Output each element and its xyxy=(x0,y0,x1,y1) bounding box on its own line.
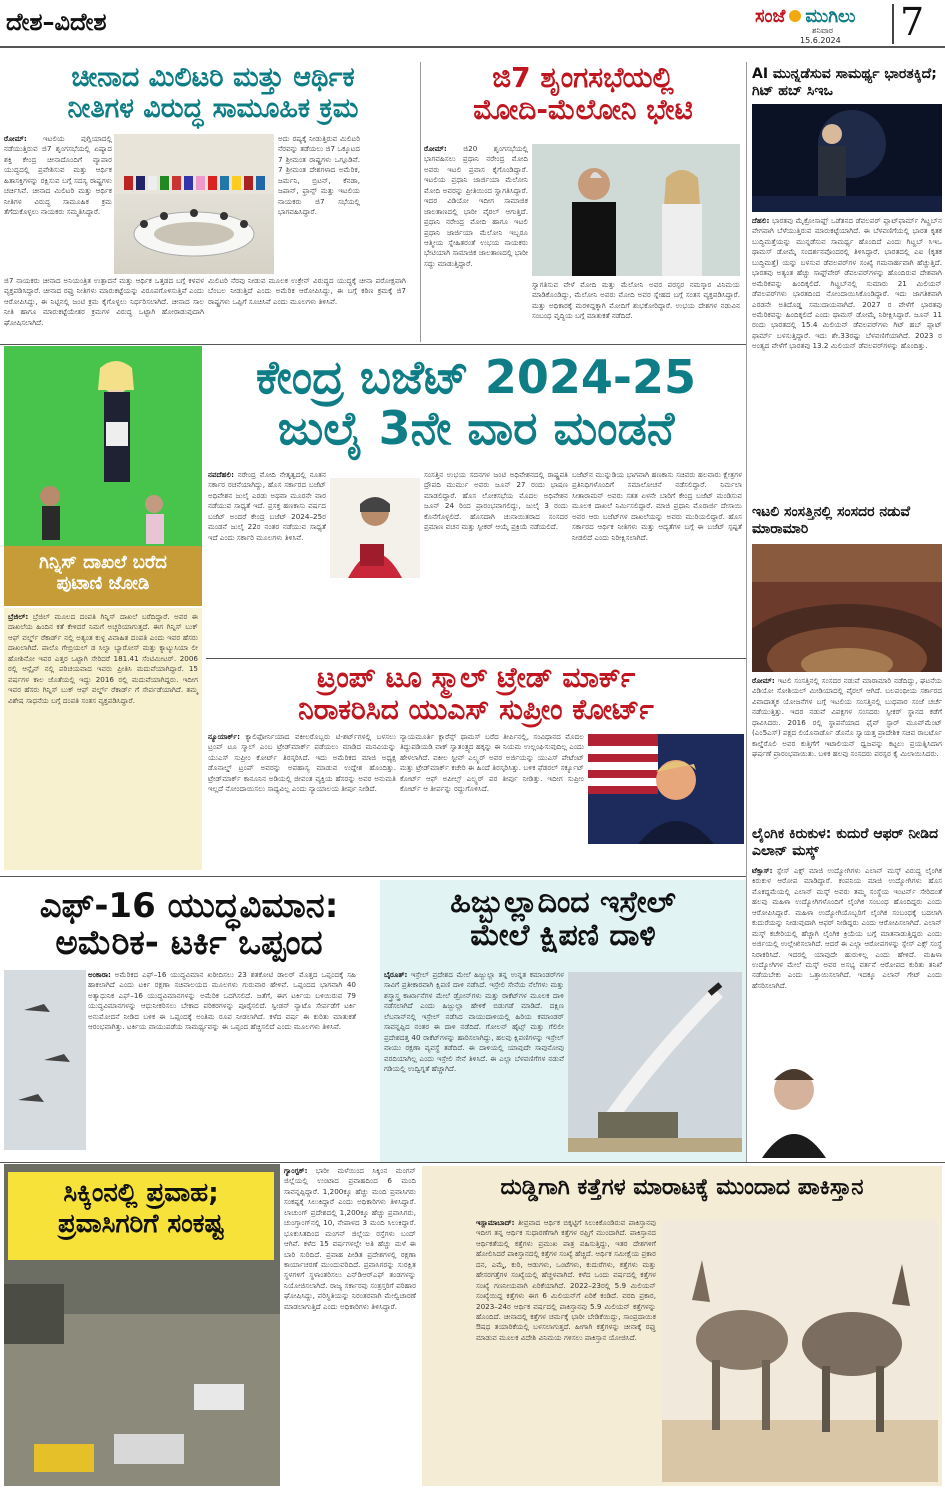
italy-headline: ಇಟಲಿ ಸಂಸತ್ತಿನಲ್ಲಿ ಸಂಸದರ ನಡುವೆ ಮಾರಾಮಾರಿ xyxy=(752,504,911,537)
modi-body-col1 xyxy=(424,144,528,340)
trump-body1: ಕ್ಯಾಲಿಫೋರ್ನಿಯಾದ ವಕೀಲರೊಬ್ಬರು ಟಿ-ಶರ್ಟ್‌ಗಳಲ್ಲಿ ಬಳಸಲು ಟ್ರಂಪ್ ಟೂ ಸ್ಮಾಲ್ ಎಂಬ ಟ್ರೇಡ್‌ಮಾರ್ಕ್ ಪಡೆಯಲು ಮಾಡಿದ ಮನವಿಯನ್ನು ಯುಎಸ್ ಸುಪ್ರೀಂ ಕೋರ್ಟ್ ತಿರಸ್ಕರಿಸಿದೆ. ಇದು ಅಮೆರಿಕದ ಮಾಜಿ ಅಧ್ಯಕ್ಷ ಡೊನಾಲ್ಡ್ ಟ್ರಂಪ್ ಅವರನ್ನು ಅಪಹಾಸ್ಯ ಮಾಡುವ ಉದ್ದೇಶ ಹೊಂದಿತ್ತು. ಟ್ರೇಡ್‌ಮಾರ್ಕ್ ಕಾನೂನಿನ ಅಡಿಯಲ್ಲಿ ಜೀವಂತ ವ್ಯಕ್ತಿಯ ಹೆಸರನ್ನು ಅವರ ಅನುಮತಿ ಇಲ್ಲದೆ ನೋಂದಾಯಿಸಲು ಸಾಧ್ಯವಿಲ್ಲ ಎಂದು ನ್ಯಾಯಾಲಯ ತೀರ್ಪು ನೀಡಿದೆ. xyxy=(208,732,396,794)
g7-summit-photo xyxy=(114,134,274,274)
missile-illustration xyxy=(568,972,742,1152)
guinness-caption-line2: ಪುಟಾಣಿ ಜೋಡಿ xyxy=(56,573,150,594)
section-rule-1 xyxy=(0,344,746,345)
page-number-divider xyxy=(892,4,894,44)
china-body1: ಇಟಲಿಯ ಪುಗ್ಲಿಯಾದಲ್ಲಿ ನಡೆಯುತ್ತಿರುವ ಜಿ7 ಶೃಂಗಸಭೆಯಲ್ಲಿ ಏಷ್ಯಾದ ಶಕ್ತಿ ಕೇಂದ್ರ ಚೀನಾದೊಂದಿಗೆ ವ್ಯಾಪಾರ ಯುದ್ಧದಲ್ಲಿ ಪ್ರವೇಶಿಸುವ ಮತ್ತು ಆರ್ಥಿಕ ಹಿತಾಸಕ್ತಿಗಳನ್ನು ರಕ್ಷಿಸುವ ಬಗ್ಗೆ ಸದಸ್ಯ ರಾಷ್ಟ್ರಗಳು ಚರ್ಚಿಸಿವೆ. ಚೀನಾದ ಮಿಲಿಟರಿ ಮತ್ತು ಆರ್ಥಿಕ ನೀತಿಗಳ ವಿರುದ್ಧ ಸಾಮೂಹಿಕ ಕ್ರಮ ತೆಗೆದುಕೊಳ್ಳಲು ನಾಯಕರು ಸಮ್ಮತಿಸಿದ್ದಾರೆ. xyxy=(4,134,112,217)
musk-headline: ಲೈಂಗಿಕ ಕಿರುಕುಳ: ಕುದುರೆ ಆಫರ್ ನೀಡಿದ ಎಲಾನ್ ಮಸ್ಕ್ xyxy=(752,826,939,859)
hezbollah-body xyxy=(384,970,564,1158)
budget-body-col1 xyxy=(208,470,326,656)
china-body-col5: ಮಿಲಿಟರಿ ನೆರವು ನೀಡುವ ಮೂಲಕ ಉಕ್ರೇನ್ ವಿರುದ್ಧದ ಯುದ್ಧಕ್ಕೆ ಚೀನಾ ಪರೋಕ್ಷವಾಗಿ ಬೆಂಬಲ ನೀಡುತ್ತಿದೆ ಎಂದು ಅಮೆರಿಕ ಆರೋಪಿಸಿದ್ದು, ಈ ಬಗ್ಗೆ ಕಠಿಣ ಕ್ರಮಕ್ಕೆ ಜಿ7 ರಾಷ್ಟ್ರಗಳು ಒಪ್ಪಿಗೆ ಸೂಚಿಸಿವೆ ಎಂದು ಮೂಲಗಳು ತಿಳಿಸಿವೆ. xyxy=(208,276,406,306)
budget-headline-line2: ಜುಲೈ 3ನೇ ವಾರ ಮಂಡನೆ xyxy=(277,400,675,455)
musk-body-text: ಸ್ಪೇಸ್ ಎಕ್ಸ್ ಮಾಜಿ ಉದ್ಯೋಗಿಗಳು ಎಲಾನ್ ಮಸ್ಕ್ ವಿರುದ್ಧ ಲೈಂಗಿಕ ಕಿರುಕುಳ ಆರೋಪ ಮಾಡಿದ್ದಾರೆ. ಕಂಪನಿಯ ಮಾಜಿ ಉದ್ಯೋಗಿಗಳು ಹೊಸ ಮೊಕದ್ದಮೆಯಲ್ಲಿ ಎಲಾನ್ ಮಸ್ಕ್ ಅವರು ತಮ್ಮ ಸಂಸ್ಥೆಯ ಇಂಟರ್ನ್ ಸೇರಿದಂತೆ ಹಲವು ಮಹಿಳಾ ಉದ್ಯೋಗಿಗಳೊಂದಿಗೆ ಲೈಂಗಿಕ ಸಂಬಂಧ ಹೊಂದಿದ್ದರು ಎಂದು ಆರೋಪಿಸಿದ್ದಾರೆ. ಮಹಿಳಾ ಉದ್ಯೋಗಿಯೊಬ್ಬರಿಗೆ ಲೈಂಗಿಕ ಸಂಬಂಧಕ್ಕೆ ಬದಲಾಗಿ ಕುದುರೆಯನ್ನು ನೀಡುವುದಾಗಿ ಆಫರ್ ನೀಡಿದ್ದರು ಎಂದು ಆರೋಪಿಸಲಾಗಿದೆ. ಎಲಾನ್ ಮಸ್ಕ್ ಕಚೇರಿಯಲ್ಲಿ ಹೆಚ್ಚಾಗಿ ಲೈಂಗಿಕ ಕ್ರಿಯೆಯ ಬಗ್ಗೆ ಮಾತನಾಡುತ್ತಿದ್ದರು ಎಂದು ಅರ್ಜಿಯಲ್ಲಿ ಉಲ್ಲೇಖಿಸಲಾಗಿದೆ. ಆದರೆ ಈ ಎಲ್ಲಾ ಆರೋಪಗಳನ್ನು ಸ್ಪೇಸ್ ಎಕ್ಸ್ ಸಂಸ್ಥೆ ನಿರಾಕರಿಸಿದೆ. ಇದರಲ್ಲಿ ಯಾವುದೇ ಹುರುಳಿಲ್ಲ ಎಂದು ಹೇಳಿದೆ. ಮಹಿಳಾ ಉದ್ಯೋಗಿಗಳ ಮೇಲೆ ಮಸ್ಕ್ ಅವರ ಅಸಭ್ಯ ವರ್ತನೆ ಆರೋಪದ ಕುರಿತು ತನಿಖೆ ನಡೆಯಬೇಕು ಎಂದು ಒತ್ತಾಯಿಸಲಾಗಿದೆ. ಇದಕ್ಕೂ ಎಲಾನ್ ಗೇಟ್ ಎಂದು ಹೆಸರಿಸಲಾಗಿದೆ. xyxy=(752,866,942,990)
trump-headline-line2: ನಿರಾಕರಿಸಿದ ಯುಎಸ್ ಸುಪ್ರೀಂ ಕೋರ್ಟ್ xyxy=(298,693,654,727)
sitharaman-photo xyxy=(330,478,420,578)
sikkim-headline-line1: ಸಿಕ್ಕಿಂನಲ್ಲಿ ಪ್ರವಾಹ; xyxy=(63,1178,219,1208)
budget-body1: ನರೇಂದ್ರ ಮೋದಿ ನೇತೃತ್ವದಲ್ಲಿ ನೂತನ ಸರ್ಕಾರ ರಚನೆಯಾಗಿದ್ದು, ಹೊಸ ಸರ್ಕಾರದ ಬಜೆಟ್ ಅಧಿವೇಶನ ಜುಲೈ ಎರಡು ಅಥವಾ ಮೂರನೇ ವಾರ ನಡೆಯುವ ಸಾಧ್ಯತೆ ಇದೆ. ಪ್ರಸಕ್ತ ಹಣಕಾಸು ವರ್ಷದ ಬಜೆಟ್ ಅಂದರೆ ಕೇಂದ್ರ ಬಜೆಟ್ 2024–25ರ ಮಂಡನೆ ಜುಲೈ 22ರ ನಂತರ ನಡೆಯುವ ಸಾಧ್ಯತೆ ಇದೆ ಎಂದು ಸರ್ಕಾರಿ ಮೂಲಗಳು ತಿಳಿಸಿವೆ. xyxy=(208,470,326,542)
github-headline: AI ಮುನ್ನಡೆಸುವ ಸಾಮರ್ಥ್ಯ ಭಾರತಕ್ಕಿದೆ; ಗಿಟ್ ಹಬ್ ಸಿಇಒ xyxy=(752,66,937,99)
china-body-col1 xyxy=(4,134,112,274)
f16-jets-photo xyxy=(4,970,86,1150)
modi-body1: ಜಿ20 ಶೃಂಗಸಭೆಯಲ್ಲಿ ಭಾಗವಹಿಸಲು ಪ್ರಧಾನಿ ನರೇಂದ್ರ ಮೋದಿ ಅವರು ಇಟಲಿ ಪ್ರವಾಸ ಕೈಗೊಂಡಿದ್ದಾರೆ. ಇಟಲಿಯ ಪ್ರಧಾನಿ ಜಾರ್ಜಿಯಾ ಮೆಲೋನಿ ಮೋದಿ ಅವರನ್ನು ಪ್ರೀತಿಯಿಂದ ಸ್ವಾಗತಿಸಿದ್ದಾರೆ. ಇದರ ವಿಡಿಯೋ ಇದೀಗ ಸಾಮಾಜಿಕ ಜಾಲತಾಣದಲ್ಲಿ ಭಾರೀ ವೈರಲ್ ಆಗುತ್ತಿದೆ. ಪ್ರಧಾನಿ ನರೇಂದ್ರ ಮೋದಿ ಹಾಗೂ ಇಟಲಿ ಪ್ರಧಾನಿ ಜಾರ್ಜಿಯಾ ಮೆಲೋನಿ ಇಬ್ಬರೂ ಆತ್ಮೀಯ ಸ್ನೇಹಿತರಂತೆ ಉಭಯ ನಾಯಕರು ಭೇಟಿಯಾಗಿ ಸಾಮಾಜಿಕ ಜಾಲತಾಣದಲ್ಲಿ ಭಾರೀ ಸದ್ದು ಮಾಡುತ್ತಿದ್ದಾರೆ. xyxy=(424,144,528,268)
masthead-logo xyxy=(755,4,890,28)
modi-dateline: ರೋಮ್: xyxy=(424,144,447,153)
italy-parliament-illustration xyxy=(752,544,942,672)
sitharaman-illustration xyxy=(330,478,420,578)
modi-body-col2: ಸ್ವಾಗತಿಸುವ ವೇಳೆ ಮೋದಿ ಮತ್ತು ಮೆಲೋನಿ ಅವರ ಪರಸ್ಪರ ನಮಸ್ಕಾರ ವಿನಿಮಯ ಮಾಡಿಕೊಂಡಿದ್ದು, ಮೆಲೋನಿ ಅವರು ಮೋದಿ ಅವರ ಸ್ನೇಹದ ಬಗ್ಗೆ ಸಂತಸ ವ್ಯಕ್ತಪಡಿಸಿದ್ದಾರೆ. ಮತ್ತು ಅಧಿಕಾರಕ್ಕೆ ಮರಳಿದ್ದಕ್ಕಾಗಿ ಮೋದಿಗೆ ಶುಭಕೋರಿದ್ದಾರೆ. ಉಭಯ ದೇಶಗಳ ನಡುವಿನ ಸಂಬಂಧ ವೃದ್ಧಿಯ ಬಗ್ಗೆ ಮಾತುಕತೆ ನಡೆದಿದೆ. xyxy=(532,280,740,321)
budget-body-col2: ಸಂಸತ್ತಿನ ಉಭಯ ಸದನಗಳ ಜಂಟಿ ಅಧಿವೇಶನದಲ್ಲಿ ರಾಷ್ಟ್ರಪತಿ ದ್ರೌಪದಿ ಮುರ್ಮು ಅವರು ಜೂನ್ 27 ರಂದು ಭಾಷಣ ಮಾಡಲಿದ್ದಾರೆ. ಹೊಸ ಲೋಕಸಭೆಯ ಮೊದಲ ಅಧಿವೇಶನ ಜೂನ್ 24 ರಿಂದ ಪ್ರಾರಂಭವಾಗಲಿದ್ದು, ಜುಲೈ 3 ರಂದು ಕೊನೆಗೊಳ್ಳಲಿದೆ. ಹೊಸದಾಗಿ ಚುನಾಯಿತರಾದ ಸಂಸದರ ಪ್ರಮಾಣ ವಚನ ಮತ್ತು ಸ್ಪೀಕರ್ ಆಯ್ಕೆ ಪ್ರಕ್ರಿಯೆ ನಡೆಯಲಿದೆ. xyxy=(424,470,568,532)
f16-headline xyxy=(4,888,374,963)
github-body-text: ಭಾರತವು ಮೈಕ್ರೋಸಾಫ್ಟ್ ಒಡೆತನದ ಡೆವಲಪರ್ ಪ್ಲಾಟ್‌ಫಾರ್ಮ್ ಗಿಟ್ಹಬ್‌ನ ವೇಗವಾಗಿ ಬೆಳೆಯುತ್ತಿರುವ ಮಾರುಕಟ್ಟೆಯಾಗಿದೆ. ಈ ಬೆಳವಣಿಗೆಯಲ್ಲಿ ಭಾರತ ಕೃತಕ ಬುದ್ಧಿಮತ್ತೆಯನ್ನು ಮುನ್ನಡೆಸುವ ಸಾಮರ್ಥ್ಯ ಹೊಂದಿದೆ ಎಂದು ಗಿಟ್ಹಬ್ ಸಿಇಒ ಥಾಮಸ್ ಡೋಮ್ಕೆ ಸಂದರ್ಶನವೊಂದರಲ್ಲಿ ತಿಳಿಸಿದ್ದಾರೆ. ಭಾರತದಲ್ಲಿ ಎಐ (ಕೃತಕ ಬುದ್ಧಿಮತ್ತೆ) ಯನ್ನು ಬಳಸುವ ಡೆವಲಪರ್‌ಗಳ ಸಂಖ್ಯೆ ಗಮನಾರ್ಹವಾಗಿ ಹೆಚ್ಚುತ್ತಿದೆ. ಭಾರತವು ಅತ್ಯಂತ ಹೆಚ್ಚು ಸಾಫ್ಟ್‌ವೇರ್ ಡೆವಲಪರ್‌ಗಳನ್ನು ಹೊಂದಿರುವ ದೇಶವಾಗಿ ಅಮೆರಿಕವನ್ನು ಹಿಂದಿಕ್ಕಲಿದೆ. ಗಿಟ್ಹಬ್‌ನಲ್ಲಿ ಸುಮಾರು 21 ಮಿಲಿಯನ್ ಡೆವಲಪರ್‌ಗಳು ಭಾರತದಿಂದ ನೋಂದಾಯಿಸಿಕೊಂಡಿದ್ದಾರೆ. ಇದು ಜಾಗತಿಕವಾಗಿ ಎರಡನೇ ಅತಿದೊಡ್ಡ ಸಮುದಾಯವಾಗಿದೆ. 2027 ರ ವೇಳೆಗೆ ಭಾರತವು ಅಮೆರಿಕವನ್ನು ಹಿಂದಿಕ್ಕಲಿದೆ ಎಂದು ಥಾಮಸ್ ಡೋಮ್ಕೆ ನಿರೀಕ್ಷಿಸಿದ್ದಾರೆ. ಜೂನ್ 11 ರಂದು ಭಾರತದಲ್ಲಿ 15.4 ಮಿಲಿಯನ್ ಡೆವಲಪರ್‌ಗಳು ಗಿಟ್ ಹಬ್ ಪ್ಲಾಟ್ ಫಾರ್ಮ್ ಬಳಸುತ್ತಿದ್ದಾರೆ. ಇದು ಶೇ.33ರಷ್ಟು ಬೆಳವಣಿಗೆಯಾಗಿದೆ. 2023 ರ ಅಂತ್ಯದ ವೇಳೆಗೆ ಭಾರತವು 13.2 ಮಿಲಿಯನ್ ಡೆವಲಪರ್‌ಗಳನ್ನು ಹೊಂದಿತ್ತು. xyxy=(752,216,942,351)
musk-photo xyxy=(752,1040,832,1158)
logo-text-left: ಸಂಜೆ xyxy=(755,5,786,27)
masthead-day: ಶನಿವಾರ xyxy=(812,26,834,35)
section-title: ದೇಶ–ವಿದೇಶ xyxy=(6,8,107,36)
pakistan-headline: ದುಡ್ಡಿಗಾಗಿ ಕತ್ತೆಗಳ ಮಾರಾಟಕ್ಕೆ ಮುಂದಾದ ಪಾಕಿಸ್ತಾನ xyxy=(500,1175,864,1200)
guinness-couple-illustration xyxy=(4,346,202,546)
github-body xyxy=(752,216,942,498)
china-headline-line1: ಚೀನಾದ ಮಿಲಿಟರಿ ಮತ್ತು ಆರ್ಥಿಕ xyxy=(71,62,355,93)
hezbollah-dateline: ಬೈರೂತ್: xyxy=(384,970,408,979)
italy-dateline: ರೋಮ್: xyxy=(752,676,775,685)
sikkim-body xyxy=(284,1166,416,1486)
f16-jets-illustration xyxy=(4,970,86,1150)
sikkim-body-text: ಭಾರೀ ಮಳೆಯಿಂದ ಸಿಕ್ಕಿಂನ ಮಂಗನ್ ಜಿಲ್ಲೆಯಲ್ಲಿ ಉಂಟಾದ ಪ್ರವಾಹದಿಂದ 6 ಮಂದಿ ಸಾವನ್ನಪ್ಪಿದ್ದಾರೆ. 1,200ಕ್ಕೂ ಹೆಚ್ಚು ಮಂದಿ ಪ್ರವಾಸಿಗರು ಸಂಕಷ್ಟಕ್ಕೆ ಸಿಲುಕಿದ್ದಾರೆ ಎಂದು ಅಧಿಕಾರಿಗಳು ತಿಳಿಸಿದ್ದಾರೆ. ಲಾಚುಂಗ್ ಪ್ರದೇಶದಲ್ಲಿ 1,200ಕ್ಕೂ ಹೆಚ್ಚು ಪ್ರವಾಸಿಗರು, ಚುಂಗ್ತಾಂಗ್‌ನಲ್ಲಿ 10, ನೇಪಾಳದ 3 ಮಂದಿ ಸಿಲುಕಿದ್ದಾರೆ. ಭೂಕುಸಿತದಿಂದ ಮಂಗನ್ ಜಿಲ್ಲೆಯ ರಸ್ತೆಗಳು ಬಂದ್ ಆಗಿವೆ. ಕಳೆದ 15 ವರ್ಷಗಳಲ್ಲೇ ಅತಿ ಹೆಚ್ಚು ಮಳೆ ಈ ಬಾರಿ ಸುರಿದಿದೆ. ಪ್ರವಾಹ ಪೀಡಿತ ಪ್ರದೇಶಗಳಲ್ಲಿ ರಕ್ಷಣಾ ಕಾರ್ಯಾಚರಣೆ ಮುಂದುವರಿದಿದೆ. ಪ್ರವಾಸಿಗರನ್ನು ಸುರಕ್ಷಿತ ಸ್ಥಳಗಳಿಗೆ ಸ್ಥಳಾಂತರಿಸಲು ಎನ್‌ಡಿಆರ್‌ಎಫ್ ತಂಡಗಳನ್ನು ನಿಯೋಜಿಸಲಾಗಿದೆ. ರಾಜ್ಯ ಸರ್ಕಾರವು ಸಂತ್ರಸ್ತರಿಗೆ ಪರಿಹಾರ ಘೋಷಿಸಿದ್ದು, ಪರಿಸ್ಥಿತಿಯನ್ನು ನಿರಂತರವಾಗಿ ಮೇಲ್ವಿಚಾರಣೆ ಮಾಡಲಾಗುತ್ತಿದೆ ಎಂದು ಅಧಿಕಾರಿಗಳು ತಿಳಿಸಿದ್ದಾರೆ. xyxy=(284,1166,416,1311)
hezbollah-body-text: ಇಸ್ರೇಲ್ ಪ್ರದೇಶದ ಮೇಲೆ ಹಿಜ್ಬುಲ್ಲಾ ತನ್ನ ಉನ್ನತ ಕಮಾಂಡರ್‌ಗಳ ಸಾವಿಗೆ ಪ್ರತೀಕಾರವಾಗಿ ಕ್ಷಿಪಣಿ ದಾಳಿ ನಡೆಸಿದೆ. ಇಸ್ರೇಲಿ ಸೇನೆಯ ನೆಲೆಗಳು ಮತ್ತು ಶಸ್ತ್ರಾಸ್ತ್ರ ಕಾರ್ಖಾನೆಗಳ ಮೇಲೆ ಡ್ರೋನ್‌ಗಳು ಮತ್ತು ರಾಕೆಟ್‌ಗಳ ಮೂಲಕ ದಾಳಿ ನಡೆಸಲಾಗಿದೆ ಎಂದು ಹಿಜ್ಬುಲ್ಲಾ ಹೇಳಿಕೆ ಬಿಡುಗಡೆ ಮಾಡಿದೆ. ದಕ್ಷಿಣ ಲೆಬನಾನ್‌ನಲ್ಲಿ ಇಸ್ರೇಲ್ ನಡೆಸಿದ ವಾಯುದಾಳಿಯಲ್ಲಿ ಹಿರಿಯ ಕಮಾಂಡರ್ ಸಾವನ್ನಪ್ಪಿದ ನಂತರ ಈ ದಾಳಿ ನಡೆದಿದೆ. ಗೋಲನ್ ಹೈಟ್ಸ್ ಮತ್ತು ಗೆಲಿಲೀ ಪ್ರದೇಶದತ್ತ 40 ರಾಕೆಟ್‌ಗಳನ್ನು ಹಾರಿಸಲಾಗಿದ್ದು, ಹಲವು ಕ್ಷಿಪಣಿಗಳನ್ನು ಇಸ್ರೇಲ್ ವಾಯು ರಕ್ಷಣಾ ವ್ಯವಸ್ಥೆ ತಡೆದಿದೆ. ಈ ದಾಳಿಯಲ್ಲಿ ಯಾವುದೇ ಸಾವುನೋವು ವರದಿಯಾಗಿಲ್ಲ ಎಂದು ಇಸ್ರೇಲಿ ಸೇನೆ ತಿಳಿಸಿದೆ. ಈ ಎಲ್ಲಾ ಬೆಳವಣಿಗೆಗಳ ನಡುವೆ ಗಡಿಯಲ್ಲಿ ಉದ್ವಿಗ್ನತೆ ಹೆಚ್ಚಾಗಿದೆ. xyxy=(384,970,564,1073)
modi-meloni-illustration xyxy=(532,144,740,276)
logo-text-right: ಮುಗಿಲು xyxy=(805,5,856,27)
pakistan-body xyxy=(476,1218,656,1482)
budget-body-col3: ಬಜೆಟ್‌ನ ಮುನ್ನುಡಿಯ ಭಾಗವಾಗಿ ಹಣಕಾಸು ಸಚಿವರು ಹಲವಾರು ಕ್ಷೇತ್ರಗಳ ಪ್ರತಿನಿಧಿಗಳೊಂದಿಗೆ ಸಮಾಲೋಚನೆ ನಡೆಸಲಿದ್ದಾರೆ. ನಿರ್ಮಲಾ ಸೀತಾರಾಮನ್ ಅವರು ಸತತ ಏಳನೇ ಬಾರಿಗೆ ಕೇಂದ್ರ ಬಜೆಟ್ ಮಂಡಿಸುವ ಮೂಲಕ ದಾಖಲೆ ನಿರ್ಮಿಸಲಿದ್ದಾರೆ. ಮಾಜಿ ಪ್ರಧಾನಿ ಮೊರಾರ್ಜಿ ದೇಸಾಯಿ ಅವರ ಆರು ಬಜೆಟ್‌ಗಳ ದಾಖಲೆಯನ್ನು ಅವರು ಮುರಿಯಲಿದ್ದಾರೆ. ಹೊಸ ಸರ್ಕಾರದ ಆರ್ಥಿಕ ನೀತಿಗಳು ಮತ್ತು ಆದ್ಯತೆಗಳ ಬಗ್ಗೆ ಈ ಬಜೆಟ್ ಸ್ಪಷ್ಟತೆ ನೀಡಲಿದೆ ಎಂದು ನಿರೀಕ್ಷಿಸಲಾಗಿದೆ. xyxy=(572,470,742,542)
modi-headline-line1: ಜಿ7 ಶೃಂಗಸಭೆಯಲ್ಲಿ xyxy=(492,61,674,94)
trump-headline-line1: ಟ್ರಂಪ್ ಟೂ ಸ್ಮಾಲ್ ಟ್ರೇಡ್ ಮಾರ್ಕ್ xyxy=(316,661,636,694)
f16-headline-line2: ಅಮೆರಿಕ- ಟರ್ಕಿ ಒಪ್ಪಂದ xyxy=(55,923,323,964)
trump-dateline: ನ್ಯೂಯಾರ್ಕ್: xyxy=(208,732,240,741)
china-body-col4: ಜಿ7 ನಾಯಕರು ಚೀನಾದ ಅನಿಯಂತ್ರಿತ ಉತ್ಪಾದನೆ ಮತ್ತು ಆರ್ಥಿಕ ಒತ್ತಡದ ಬಗ್ಗೆ ಕಳವಳ ವ್ಯಕ್ತಪಡಿಸಿದ್ದಾರೆ. ಚೀನಾದ ರಫ್ತು ನೀತಿಗಳು ಮಾರುಕಟ್ಟೆಯನ್ನು ವಿರೂಪಗೊಳಿಸುತ್ತಿವೆ ಎಂದು ಆರೋಪಿಸಿದ್ದು, ಈ ನಿಟ್ಟಿನಲ್ಲಿ ಜಂಟಿ ಕ್ರಮ ಕೈಗೊಳ್ಳಲು ನಿರ್ಧರಿಸಲಾಗಿದೆ. ಚೀನಾದ ಸಾಲ ನೀತಿ ಹಾಗೂ ಮಾರುಕಟ್ಟೆಯೇತರ ಕ್ರಮಗಳ ವಿರುದ್ಧ ಒಟ್ಟಾಗಿ ಹೋರಾಡುವುದಾಗಿ ಘೋಷಿಸಲಾಗಿದೆ. xyxy=(4,276,204,327)
sikkim-headline-box xyxy=(8,1172,274,1260)
f16-body-text: ಅಮೆರಿಕದ ಎಫ್–16 ಯುದ್ಧವಿಮಾನ ಖರೀದಿಸಲು 23 ಶತಕೋಟಿ ಡಾಲರ್ ಮೊತ್ತದ ಒಪ್ಪಂದಕ್ಕೆ ಸಹಿ ಹಾಕಲಾಗಿದೆ ಎಂದು ಟರ್ಕಿ ರಕ್ಷಣಾ ಸಚಿವಾಲಯದ ಮೂಲಗಳು ಗುರುವಾರ ಹೇಳಿವೆ. ಒಪ್ಪಂದದ ಭಾಗವಾಗಿ 40 ಅತ್ಯಾಧುನಿಕ ಎಫ್–16 ಯುದ್ಧವಿಮಾನಗಳನ್ನು ಅಮೆರಿಕ ಒದಗಿಸಲಿದೆ. ಜತೆಗೆ, ಈಗ ಟರ್ಕಿಯ ಬಳಿಯಿರುವ 79 ಯುದ್ಧವಿಮಾನಗಳನ್ನು ಆಧುನೀಕರಿಸಲು ಬೇಕಾದ ಪರಿಕರಗಳನ್ನು ಪೂರೈಸಲಿದೆ. ಸ್ವೀಡನ್ ನ್ಯಾಟೊ ಸೇರ್ಪಡೆಗೆ ಟರ್ಕಿ ಅನುಮೋದನೆ ನೀಡಿದ ಬಳಿಕ ಈ ಒಪ್ಪಂದಕ್ಕೆ ಅಂತಿಮ ರೂಪ ನೀಡಲಾಗಿದೆ. ಕಳೆದ ವರ್ಷ ಈ ಕುರಿತು ಮಾತುಕತೆ ಆರಂಭವಾಗಿತ್ತು. ಟರ್ಕಿಯ ವಾಯುಪಡೆಯ ಸಾಮರ್ಥ್ಯವನ್ನು ಈ ಒಪ್ಪಂದ ಹೆಚ್ಚಿಸಲಿದೆ ಎಂದು ಮೂಲಗಳು ತಿಳಿಸಿವೆ. xyxy=(88,970,356,1032)
pakistan-body-text: ತೀವ್ರವಾದ ಆರ್ಥಿಕ ಬಿಕ್ಕಟ್ಟಿಗೆ ಸಿಲುಕಿಕೊಂಡಿರುವ ಪಾಕಿಸ್ತಾನವು ಇದೀಗ ತನ್ನ ಆರ್ಥಿಕ ಸುಧಾರಣೆಗಾಗಿ ಕತ್ತೆಗಳ ರಫ್ತಿಗೆ ಮುಂದಾಗಿದೆ. ಪಾಕಿಸ್ತಾನದ ಆರ್ಥಿಕತೆಯಲ್ಲಿ ಕತ್ತೆಗಳು ಪ್ರಮುಖ ಪಾತ್ರ ವಹಿಸುತ್ತಿದ್ದು, ಇತರ ದೇಶಗಳಿಗೆ ಹೋಲಿಸಿದರೆ ಪಾಕಿಸ್ತಾನದಲ್ಲಿ ಕತ್ತೆಗಳ ಸಂಖ್ಯೆ ಹೆಚ್ಚಿದೆ. ಆರ್ಥಿಕ ಸಮೀಕ್ಷೆಯ ಪ್ರಕಾರ ದನ, ಎಮ್ಮೆ, ಕುರಿ, ಆಡುಗಳು, ಒಂಟೆಗಳು, ಕುದುರೆಗಳು, ಕತ್ತೆಗಳು ಮತ್ತು ಹೇಸರಗತ್ತೆಗಳ ಸಂಖ್ಯೆಯಲ್ಲಿ ಹೆಚ್ಚಳವಾಗಿದೆ. ಕಳೆದ ಒಂದು ವರ್ಷದಲ್ಲಿ ಕತ್ತೆಗಳ ಸಂಖ್ಯೆ ಗಣನೀಯವಾಗಿ ಏರಿಕೆಯಾಗಿದೆ. 2022–23ರಲ್ಲಿ 5.9 ಮಿಲಿಯನ್ ಸಂಖ್ಯೆಯಿದ್ದ ಕತ್ತೆಗಳು ಈಗ 6 ಮಿಲಿಯನ್‌ಗೆ ಏರಿಕೆ ಕಂಡಿದೆ. ವರದಿ ಪ್ರಕಾರ, 2023–24ರ ಆರ್ಥಿಕ ವರ್ಷದಲ್ಲಿ ಪಾಕಿಸ್ತಾನವು 5.9 ಮಿಲಿಯನ್ ಕತ್ತೆಗಳನ್ನು ಹೊಂದಿದೆ. ಚೀನಾದಲ್ಲಿ ಕತ್ತೆಗಳ ಚರ್ಮಕ್ಕೆ ಭಾರೀ ಬೇಡಿಕೆಯಿದ್ದು, ಸಾಂಪ್ರದಾಯಿಕ ಔಷಧ ತಯಾರಿಕೆಯಲ್ಲಿ ಬಳಸಲಾಗುತ್ತದೆ. ಹೀಗಾಗಿ ಕತ್ತೆಗಳನ್ನು ಚೀನಾಕ್ಕೆ ರಫ್ತು ಮಾಡುವ ಮೂಲಕ ವಿದೇಶಿ ವಿನಿಮಯ ಗಳಿಸಲು ಪಾಕಿಸ್ತಾನ ಯೋಜಿಸಿದೆ. xyxy=(476,1218,656,1342)
trump-photo xyxy=(588,734,744,844)
trump-illustration xyxy=(588,734,744,844)
budget-dateline: ನವದೆಹಲಿ: xyxy=(208,470,234,479)
guinness-caption-box xyxy=(4,546,202,606)
f16-dateline: ಅಂಕಾರಾ: xyxy=(88,970,111,979)
guinness-body-text: ಬ್ರೆಜಿಲ್ ಮೂಲದ ದಂಪತಿ ಗಿನ್ನಿಸ್ ದಾಖಲೆ ಬರೆದಿದ್ದಾರೆ. ಅವರ ಈ ದಾಖಲೆಯ ಹಿಂದಿನ ಕತೆ ಕೇಳಿದರೆ ನಿಮಗೆ ಅಚ್ಚರಿಯಾಗುತ್ತದೆ. ಈಗ ಗಿನ್ನಿಸ್ ಬುಕ್ ಆಫ್ ವರ್ಲ್ಡ್ ರೆಕಾರ್ಡ್ ನಲ್ಲಿ ಅತ್ಯಂತ ಕುಳ್ಳ ವಿವಾಹಿತ ದಂಪತಿ ಎಂದು ಇವರ ಹೆಸರು ದಾಖಲಾಗಿದೆ. ಪಾಲೊ ಗೇಬ್ರಿಯಲ್ ಡ ಸಿಲ್ವಾ ಬ್ಯಾರೋಸ್ ಮತ್ತು ಕ್ಯಾಟ್ಯುಸಿಯಾ ಲೀ ಹೋಶಿನೋ ಇವರ ಎತ್ತರ ಒಟ್ಟಾಗಿ ಸೇರಿದರೆ 181.41 ಸೆಂಟಿಮೀಟರ್. 2006 ರಲ್ಲಿ ಆನ್ಲೈನ್ ನಲ್ಲಿ ಪರಿಚಯವಾದ ಇವರು ಪ್ರೀತಿಸಿ ಮದುವೆಯಾಗಿದ್ದಾರೆ. 15 ವರ್ಷಗಳ ಕಾಲ ಜೊತೆಯಲ್ಲಿ ಇದ್ದು 2016 ರಲ್ಲಿ ಮದುವೆಯಾಗಿದ್ದರು. ಇದೀಗ ಇವರ ಹೆಸರು ಗಿನ್ನಿಸ್ ಬುಕ್ ಆಫ್ ವರ್ಲ್ಡ್ ರೆಕಾರ್ಡ್ ಗೆ ಸೇರ್ಪಡೆಯಾಗಿದೆ. ತಮ್ಮ ವಿಶೇಷ ಸಾಧನೆಯ ಬಗ್ಗೆ ದಂಪತಿ ಸಂತಸ ವ್ಯಕ್ತಪಡಿಸಿದ್ದಾರೆ. xyxy=(8,612,198,705)
section-rule-3 xyxy=(0,876,746,877)
italy-body-text: ಇಟಲಿ ಸಂಸತ್ತಿನಲ್ಲಿ ಸಂಸದರ ನಡುವೆ ಮಾರಾಮಾರಿ ನಡೆದಿದ್ದು, ಘಟನೆಯ ವಿಡಿಯೋ ಸೋಶಿಯಲ್ ಮೀಡಿಯಾದಲ್ಲಿ ವೈರಲ್ ಆಗಿದೆ. ಬಲಪಂಥೀಯ ಸರ್ಕಾರದ ವಿವಾದಾತ್ಮಕ ಯೋಜನೆಗಳ ಬಗ್ಗೆ ಇಟಲಿಯ ಸಂಸತ್ತಿನಲ್ಲಿ ಬುಧವಾರ ಸಂಜೆ ಚರ್ಚೆ ನಡೆಯುತ್ತಿತ್ತು. ಇದರ ನಡುವೆ ವಿಪಕ್ಷಗಳ ಸಂಸದರು ಸ್ಪೀಕರ್ ಸ್ಥಾನದ ಕಡೆಗೆ ಧಾವಿಸಿದರು. 2016 ರಲ್ಲಿ ಸ್ಥಾಪನೆಯಾದ ಫೈವ್ ಸ್ಟಾರ್ ಮೂವ್‌ಮೆಂಟ್ (ಎಂ5ಎಸ್) ಪಕ್ಷದ ಲಿಯೊನಾರ್ಡೊ ಡೊನೊ ಸ್ವಾಯತ್ತ ಪ್ರಾದೇಶಿಕ ಸಚಿವ ರಾಬರ್ಟೊ ಕಾಲ್ಡೆರೊಲಿ ಅವರ ಕುತ್ತಿಗೆಗೆ ಇಟಾಲಿಯನ್ ಧ್ವಜವನ್ನು ಕಟ್ಟಲು ಪ್ರಯತ್ನಿಸಿದಾಗ ಘರ್ಷಣೆ ಪ್ರಾರಂಭವಾಯಿತು. ಬಳಿಕ ಹಲವು ಸಂಸದರು ಪರಸ್ಪರ ಕೈ ಮಿಲಾಯಿಸಿದರು. xyxy=(752,676,942,759)
italy-parliament-photo xyxy=(752,544,942,672)
section-rule-2 xyxy=(206,658,746,659)
logo-sun-icon xyxy=(789,10,801,22)
donkeys-illustration xyxy=(662,1220,938,1482)
donkeys-photo xyxy=(662,1220,938,1482)
guinness-caption-line1: ಗಿನ್ನಿಸ್ ದಾಖಲೆ ಬರೆದ xyxy=(39,552,167,573)
guinness-body xyxy=(4,608,202,870)
trump-body-col1 xyxy=(208,732,396,872)
hezbollah-headline xyxy=(384,886,742,952)
china-body-col3: ಅದು ರಷ್ಯಕ್ಕೆ ನೀಡುತ್ತಿರುವ ಮಿಲಿಟರಿ ನೆರವನ್ನು ತಡೆಯಲು ಜಿ7 ಒಕ್ಕೂಟದ 7 ಶ್ರೀಮಂತ ರಾಷ್ಟ್ರಗಳು ಒಗ್ಗೂಡಿವೆ. 7 ಶ್ರೀಮಂತ ದೇಶಗಳಾದ ಅಮೆರಿಕ, ಜರ್ಮನಿ, ಬ್ರಿಟನ್, ಕೆನಡಾ, ಜಪಾನ್, ಫ್ರಾನ್ಸ್ ಮತ್ತು ಇಟಲಿಯ ನಾಯಕರು ಜಿ7 ಸಭೆಯಲ್ಲಿ ಭಾಗವಹಿಸಿದ್ದಾರೆ. xyxy=(278,134,360,217)
modi-headline-line2: ಮೋದಿ-ಮೆಲೋನಿ ಭೇಟಿ xyxy=(473,93,693,127)
budget-headline xyxy=(206,352,746,453)
italy-body xyxy=(752,676,942,824)
section-rule-4 xyxy=(0,1162,945,1163)
modi-divider xyxy=(420,62,421,342)
trump-body-col2: ನ್ಯಾಯಮೂರ್ತಿ ಕ್ಲಾರೆನ್ಸ್ ಥಾಮಸ್ ಬರೆದ ತೀರ್ಪಿನಲ್ಲಿ, ಸಂವಿಧಾನದ ಮೊದಲ ತಿದ್ದುಪಡಿಯಡಿ ವಾಕ್ ಸ್ವಾತಂತ್ರ್ಯದ ಹಕ್ಕನ್ನು ಈ ನಿಯಮ ಉಲ್ಲಂಘಿಸುವುದಿಲ್ಲ ಎಂದು ಹೇಳಲಾಗಿದೆ. ವಕೀಲ ಸ್ಟೀವ್ ಎಲ್ಸ್ಟರ್ ಅವರ ಅರ್ಜಿಯನ್ನು ಯುಎಸ್ ಪೇಟೆಂಟ್ ಮತ್ತು ಟ್ರೇಡ್‌ಮಾರ್ಕ್ ಕಚೇರಿ ಈ ಹಿಂದೆ ತಿರಸ್ಕರಿಸಿತ್ತು. ಬಳಿಕ ಫೆಡರಲ್ ಸರ್ಕ್ಯೂಟ್ ಕೋರ್ಟ್ ಆಫ್ ಅಪೀಲ್ಸ್ ಎಲ್ಸ್ಟರ್ ಪರ ತೀರ್ಪು ನೀಡಿತ್ತು. ಇದೀಗ ಸುಪ್ರೀಂ ಕೋರ್ಟ್ ಆ ತೀರ್ಪನ್ನು ರದ್ದುಗೊಳಿಸಿದೆ. xyxy=(400,732,584,794)
github-ceo-illustration xyxy=(752,104,942,212)
trump-headline xyxy=(206,662,746,726)
china-dateline: ರೋಮ್: xyxy=(4,134,27,143)
f16-headline-line1: ಎಫ್-16 ಯುದ್ಧವಿಮಾನ: xyxy=(39,886,339,926)
china-headline xyxy=(4,62,422,124)
f16-body xyxy=(88,970,356,1150)
musk-illustration xyxy=(752,1040,832,1158)
musk-dateline: ಟೆಕ್ಸಾಸ್: xyxy=(752,866,773,875)
github-dateline: ದೆಹಲಿ: xyxy=(752,216,770,225)
pakistan-dateline: ಇಸ್ಲಾಮಾಬಾದ್: xyxy=(476,1218,515,1227)
modi-headline xyxy=(424,62,742,126)
missile-photo xyxy=(568,972,742,1152)
guinness-couple-photo xyxy=(4,346,202,546)
right-column-divider xyxy=(746,62,747,1162)
header-rule xyxy=(0,46,945,48)
g7-summit-illustration xyxy=(114,134,274,274)
sikkim-dateline: ಗ್ಯಾಂಗ್ಟಕ್: xyxy=(284,1166,308,1175)
budget-headline-line1: ಕೇಂದ್ರ ಬಜೆಟ್ 2024-25 xyxy=(256,350,696,404)
masthead-date: 15.6.2024 xyxy=(800,36,841,45)
github-ceo-photo xyxy=(752,104,942,212)
modi-meloni-photo xyxy=(532,144,740,276)
sikkim-headline-line2: ಪ್ರವಾಸಿಗರಿಗೆ ಸಂಕಷ್ಟ xyxy=(57,1209,224,1239)
guinness-dateline: ಬ್ರೆಜಿಲ್: xyxy=(8,612,29,621)
hezbollah-headline-line2: ಮೇಲೆ ಕ್ಷಿಪಣಿ ದಾಳಿ xyxy=(470,918,656,953)
page-number: 7 xyxy=(900,0,925,44)
hezbollah-headline-line1: ಹಿಜ್ಬುಲ್ಲಾದಿಂದ ಇಸ್ರೇಲ್ xyxy=(450,885,676,920)
china-headline-line2: ನೀತಿಗಳ ವಿರುದ್ಧ ಸಾಮೂಹಿಕ ಕ್ರಮ xyxy=(67,93,359,125)
